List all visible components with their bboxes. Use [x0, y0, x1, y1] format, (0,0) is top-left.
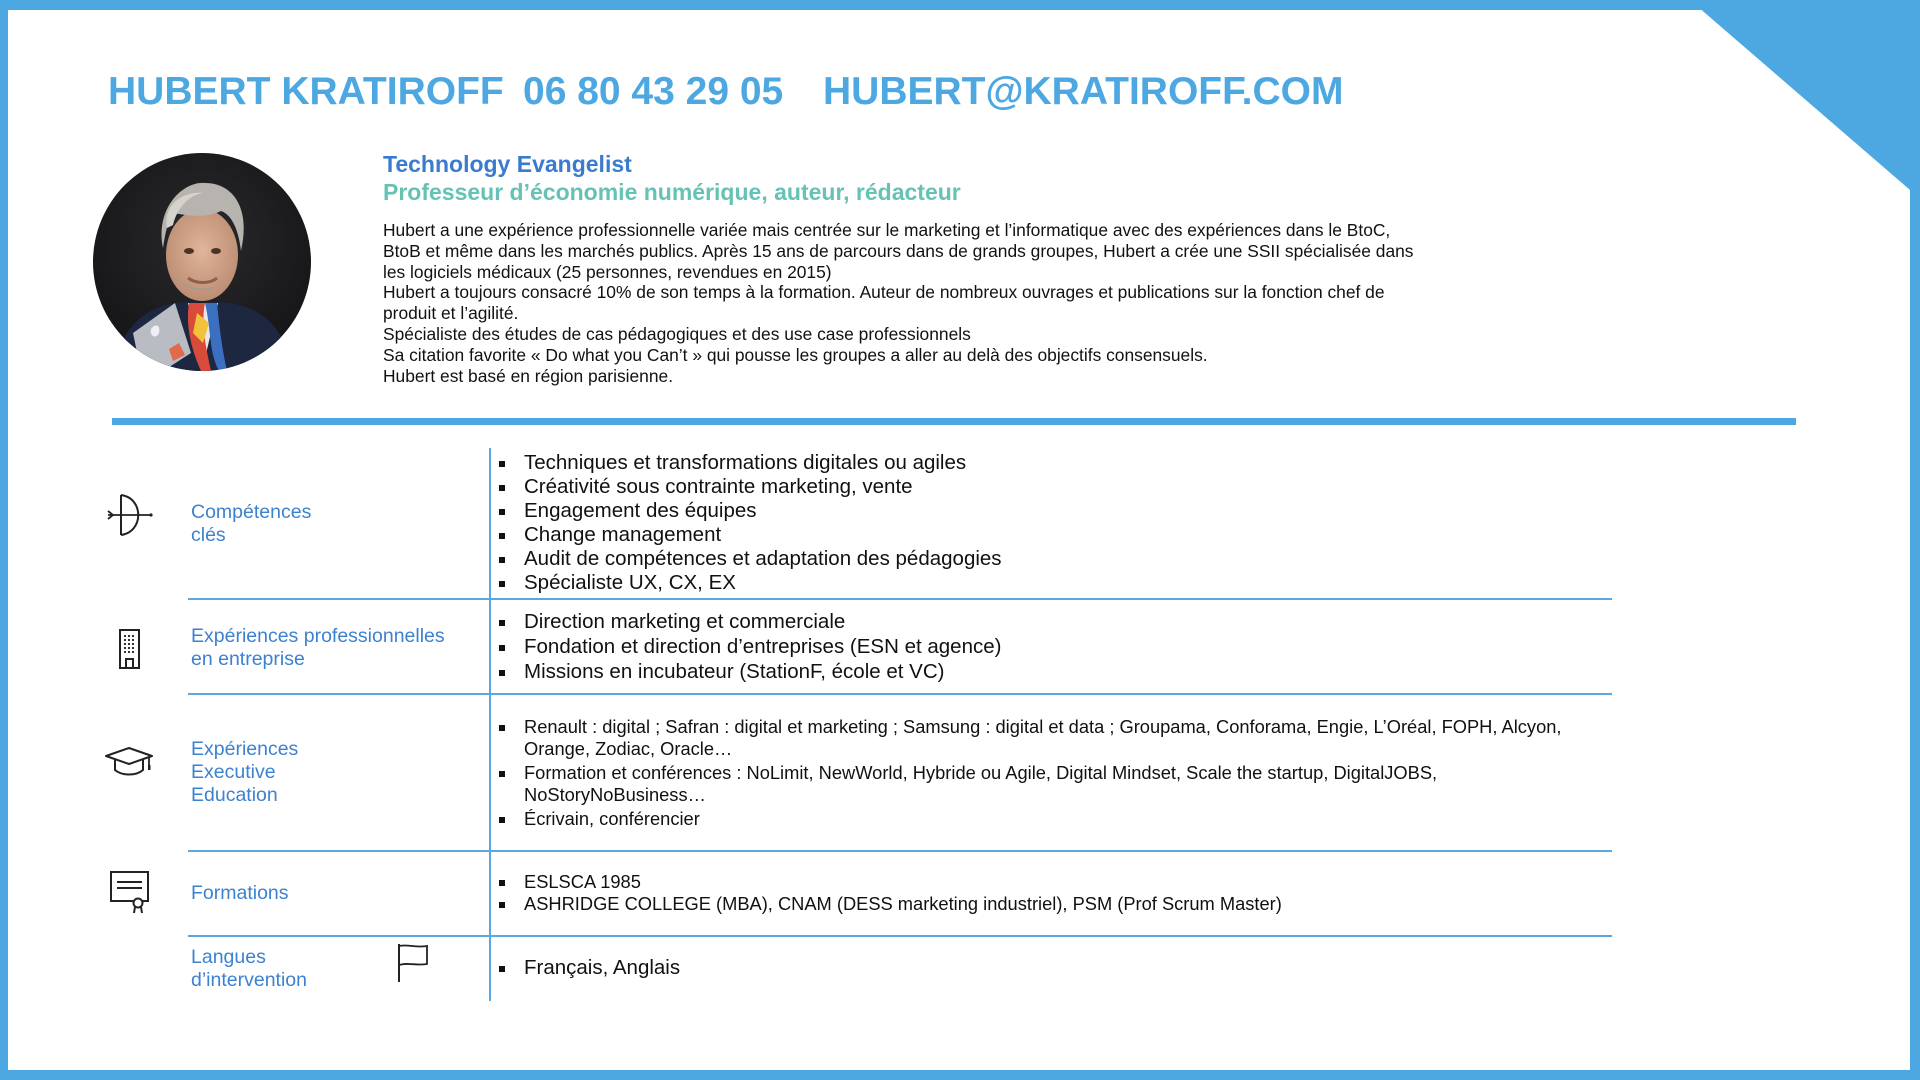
portrait-photo-icon — [93, 153, 311, 371]
list-item — [497, 762, 1561, 806]
bio-line: Sa citation favorite « Do what you Can’t » qui pousse les groupes a aller au delà des objectifs consensuels. — [383, 344, 1208, 365]
section-label-experiences-pro — [191, 625, 445, 671]
list-item: Change management — [497, 523, 1002, 547]
list-item: ASHRIDGE COLLEGE (MBA), CNAM (DESS marketing industriel), PSM (Prof Scrum Master) — [497, 893, 1282, 915]
bio-line: Spécialiste des études de cas pédagogiques et des use case professionnels — [383, 323, 971, 344]
list-item-line: Formation et conférences : NoLimit, NewWorld, Hybride ou Agile, Digital Mindset, Scale the startup, DigitalJOBS, — [524, 762, 1438, 783]
label-line: Expériences professionnelles — [191, 625, 445, 647]
list-item-line: Renault : digital ; Safran : digital et marketing ; Samsung : digital et data ; Groupama, Conforama, Engie, L’Oréal, FOPH, Alcyon, — [524, 716, 1562, 737]
bio-line: produit et l’agilité. — [383, 303, 519, 324]
list-item: Spécialiste UX, CX, EX — [497, 571, 1002, 595]
list-item: Créativité sous contrainte marketing, vente — [497, 475, 1002, 499]
flag-icon — [396, 942, 432, 984]
list-item-line: NoStoryNoBusiness… — [524, 784, 706, 805]
list-item: Direction marketing et commerciale — [497, 610, 1001, 634]
label-line: Executive — [191, 761, 276, 783]
experiences-pro-list — [497, 610, 1001, 684]
row-divider — [188, 850, 1612, 852]
list-item-line: Orange, Zodiac, Oracle… — [524, 738, 733, 759]
certificate-icon — [108, 870, 152, 914]
section-divider — [112, 418, 1796, 425]
row-divider — [188, 935, 1612, 937]
langues-list — [497, 956, 680, 980]
label-line: clés — [191, 524, 226, 546]
list-item: Fondation et direction d’entreprises (ESN et agence) — [497, 635, 1001, 659]
label-line: Expériences — [191, 738, 299, 760]
email-address[interactable]: HUBERT@KRATIROFF.COM — [823, 70, 1344, 113]
bio-line: Hubert est basé en région parisienne. — [383, 365, 674, 386]
role-title: Technology Evangelist — [383, 151, 632, 177]
row-divider — [188, 598, 1612, 600]
phone-number[interactable]: 06 80 43 29 05 — [523, 70, 784, 113]
list-item: Missions en incubateur (StationF, école et VC) — [497, 660, 1001, 684]
bio-line: Hubert a une expérience professionnelle variée mais centrée sur le marketing et l’informatique avec des expériences dans le BtoC, — [383, 220, 1391, 240]
label-line: Education — [191, 784, 278, 806]
list-item: Audit de compétences et adaptation des pédagogies — [497, 547, 1002, 571]
competences-list — [497, 451, 1002, 595]
building-icon — [117, 628, 143, 670]
biography — [383, 220, 1483, 386]
list-item — [497, 716, 1561, 760]
section-label-langues — [191, 946, 307, 992]
bio-line: Hubert a toujours consacré 10% de son temps à la formation. Auteur de nombreux ouvrages et publications sur la fonction chef de — [383, 282, 1385, 303]
section-label-executive-education — [191, 738, 298, 807]
person-name: HUBERT KRATIROFF — [108, 70, 504, 113]
contact-header — [108, 70, 1343, 114]
label-line: d’intervention — [191, 969, 307, 991]
list-item: Français, Anglais — [497, 956, 680, 980]
list-item: Engagement des équipes — [497, 499, 1002, 523]
profile-intro — [383, 150, 1483, 386]
bow-arrow-icon — [104, 490, 154, 540]
bio-line: les logiciels médicaux (25 personnes, revendues en 2015) — [383, 261, 832, 282]
row-divider — [188, 693, 1612, 695]
role-subtitle: Professeur d’économie numérique, auteur, rédacteur — [383, 179, 961, 205]
bio-line: BtoB et même dans les marchés publics. Après 15 ans de parcours dans de grands groupes, Hubert a crée une SSII spécialisée dans — [383, 240, 1414, 261]
label-line: Langues — [191, 946, 266, 968]
label-line: en entreprise — [191, 648, 305, 670]
formations-list — [497, 871, 1282, 915]
profile-photo — [93, 153, 311, 371]
list-item-line: Écrivain, conférencier — [524, 808, 700, 829]
list-item: Techniques et transformations digitales ou agiles — [497, 451, 1002, 475]
frame-bottom-border — [0, 1070, 1920, 1080]
executive-education-list — [497, 716, 1561, 830]
label-line: Formations — [191, 882, 289, 904]
label-line: Compétences — [191, 501, 312, 523]
table-vertical-divider — [489, 448, 491, 1001]
list-item — [497, 808, 1561, 830]
section-label-competences — [191, 501, 311, 547]
list-item: ESLSCA 1985 — [497, 871, 1282, 893]
graduation-cap-icon — [104, 745, 154, 779]
section-label-formations — [191, 882, 289, 905]
